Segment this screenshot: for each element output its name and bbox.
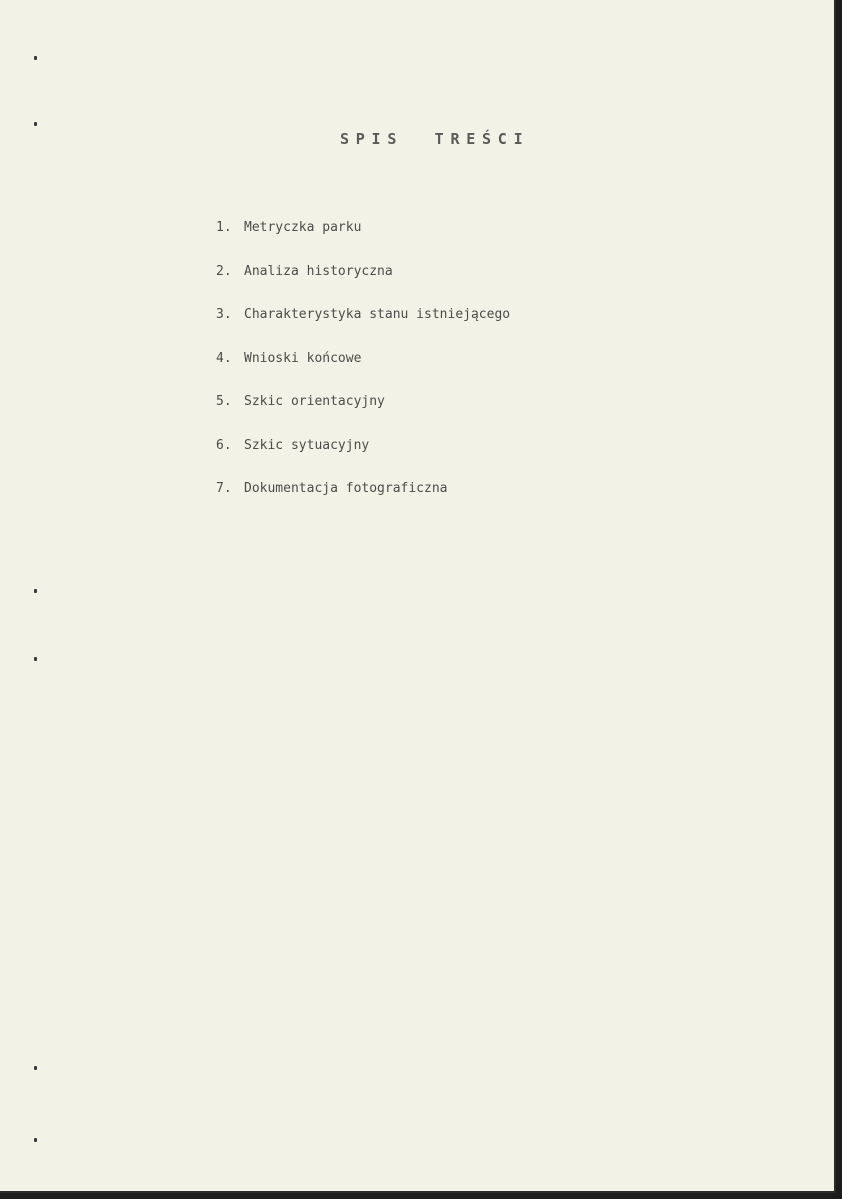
toc-item-number: 1. — [216, 220, 232, 235]
toc-item — [216, 390, 510, 434]
table-of-contents — [216, 216, 510, 521]
toc-item — [216, 434, 510, 478]
binder-hole-mark — [34, 56, 37, 60]
binder-hole-mark — [34, 589, 37, 593]
binder-hole-mark — [34, 657, 37, 661]
toc-item — [216, 260, 510, 304]
toc-item-label: Szkic sytuacyjny — [244, 437, 370, 453]
toc-item-number: 3. — [216, 307, 232, 322]
toc-item-number: 6. — [216, 437, 232, 453]
toc-item — [216, 303, 510, 347]
toc-item-number: 7. — [216, 481, 232, 496]
toc-item-label: Szkic orientacyjny — [244, 394, 385, 409]
toc-item-label: Metryczka parku — [244, 220, 362, 235]
binder-hole-mark — [34, 1066, 37, 1070]
toc-item-label: Analiza historyczna — [244, 263, 393, 279]
toc-item — [216, 347, 510, 391]
toc-item-number: 5. — [216, 394, 232, 409]
toc-item — [216, 477, 510, 521]
page-title: SPIS TREŚCI — [340, 130, 530, 148]
toc-item-label: Wnioski końcowe — [244, 350, 362, 366]
toc-item-number: 4. — [216, 350, 232, 366]
binder-hole-mark — [34, 1138, 37, 1142]
toc-item-label: Charakterystyka stanu istniejącego — [244, 307, 511, 322]
toc-item-number: 2. — [216, 263, 232, 279]
toc-item-label: Dokumentacja fotograficzna — [244, 481, 448, 496]
binder-hole-mark — [34, 122, 37, 126]
toc-item — [216, 216, 510, 260]
